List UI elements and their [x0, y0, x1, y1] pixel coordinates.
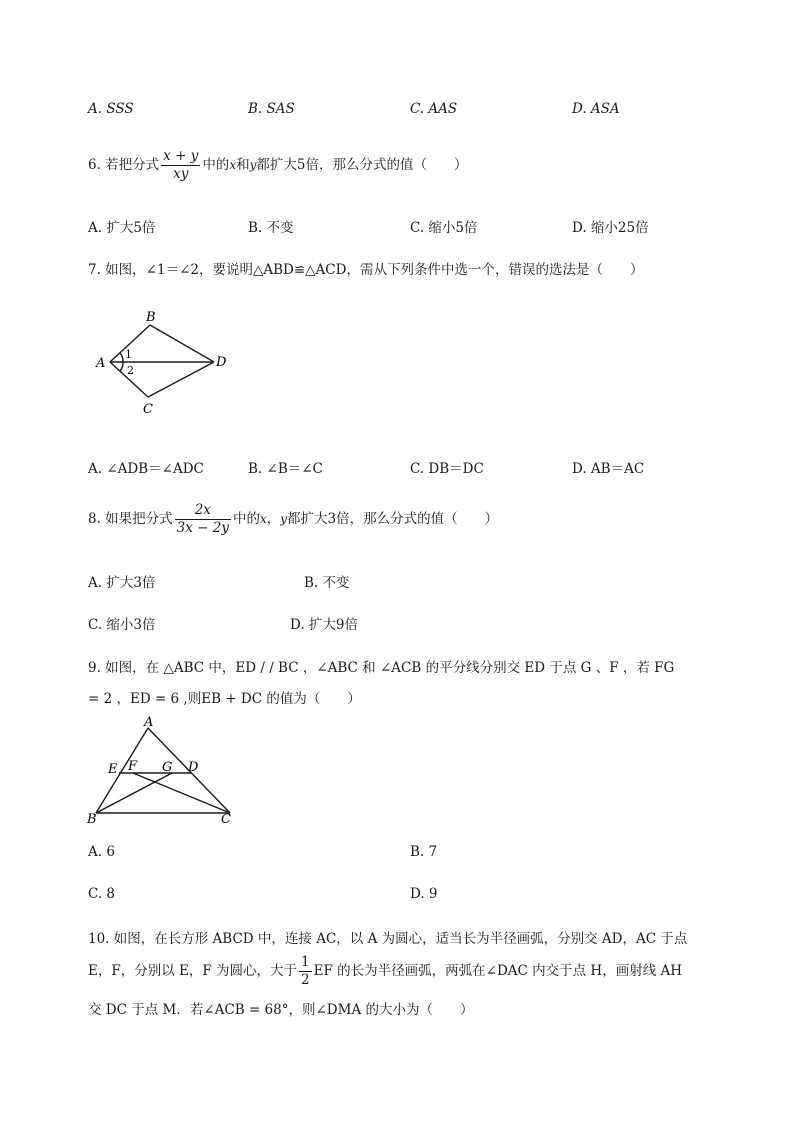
q9-option-a: A. 6 [88, 844, 115, 860]
q7-label-angle-1: 1 [125, 348, 132, 361]
q7-label-d: D [216, 355, 227, 370]
q7-label-b: B [146, 310, 156, 325]
q6-var-y: y [249, 158, 257, 172]
q7-option-d: D. AB＝AC [572, 461, 645, 477]
q8-prefix: 8. 如果把分式 [88, 511, 173, 527]
q7-option-a: A. ∠ADB＝∠ADC [88, 461, 204, 477]
question-9-stem-line-2: = 2 ，ED = 6 ,则EB + DC 的值为（ ） [88, 691, 361, 707]
q9-label-g: G [162, 760, 173, 775]
q6-fraction-denominator: xy [173, 166, 189, 182]
question-7-stem: 7. 如图，∠1＝∠2，要说明△ABD≌△ACD，需从下列条件中选一个，错误的选法是（ ） [88, 262, 644, 278]
q7-label-a: A [96, 356, 106, 371]
q5-option-b: B. SAS [248, 101, 295, 117]
q8-fraction-numerator: 2x [175, 502, 231, 520]
q9-segment-ab [96, 728, 148, 813]
q6-option-b: B. 不变 [248, 220, 294, 236]
q9-option-b: B. 7 [410, 844, 438, 860]
question-6-stem [88, 148, 467, 183]
q6-option-d: D. 缩小25倍 [572, 220, 649, 236]
q7-label-c: C [143, 402, 153, 417]
q10-fraction-denominator: 2 [301, 972, 310, 988]
question-9-stem-line-1: 9. 如图，在 △ABC 中，ED / / BC ，∠ABC 和 ∠ACB 的平分线分别交 ED 于点 G 、F ，若 FG [88, 660, 675, 676]
q8-var-x: x [259, 512, 267, 526]
q8-suffix: 都扩大3倍，那么分式的值（ ） [287, 511, 499, 527]
q6-var-x: x [229, 158, 237, 172]
q6-mid1: 中的 [202, 157, 230, 173]
q7-figure-kite [90, 305, 240, 420]
q8-fraction-denominator: 3x − 2y [176, 520, 229, 536]
q9-option-c: C. 8 [88, 886, 116, 902]
q9-label-b: B [87, 812, 97, 827]
q6-prefix: 6. 若把分式 [88, 157, 160, 173]
question-10-stem-line-1: 10. 如图，在长方形 ABCD 中，连接 AC，以 A 为圆心，适当长为半径画弧，分别交 AD，AC 于点 [88, 931, 688, 947]
q6-mid2: 和 [236, 157, 250, 173]
q5-option-d: D. ASA [572, 101, 620, 117]
q7-segment-bd [150, 325, 214, 362]
q6-fraction [161, 148, 200, 183]
q5-option-a: A. SSS [88, 101, 134, 117]
q9-label-f: F [128, 759, 138, 774]
q6-option-c: C. 缩小5倍 [410, 220, 478, 236]
q9-figure-triangle [84, 716, 244, 828]
q9-label-c: C [221, 812, 231, 827]
q8-option-d: D. 扩大9倍 [290, 617, 359, 633]
q9-label-a: A [144, 716, 154, 730]
q8-option-a: A. 扩大3倍 [88, 575, 156, 591]
q8-option-b: B. 不变 [304, 575, 350, 591]
q8-mid2: ， [266, 511, 281, 527]
q9-label-d: D [188, 760, 199, 775]
q7-option-c: C. DB＝DC [410, 461, 484, 477]
q9-option-d: D. 9 [410, 886, 438, 902]
q8-option-c: C. 缩小3倍 [88, 617, 156, 633]
q7-angle-arc-2 [120, 362, 123, 371]
q5-option-c: C. AAS [410, 101, 458, 117]
q8-fraction [175, 502, 231, 537]
q7-option-b: B. ∠B＝∠C [248, 461, 323, 477]
question-8-stem [88, 502, 498, 537]
q10-line2-prefix: E，F，分别以 E，F 为圆心，大于 [88, 963, 298, 979]
q9-bisector-c [133, 773, 230, 813]
q10-line2-suffix: EF 的长为半径画弧，两弧在∠DAC 内交于点 H，画射线 AH [313, 963, 683, 979]
q10-fraction-half [299, 954, 312, 989]
q7-label-angle-2: 2 [127, 364, 134, 377]
q8-mid1: 中的 [232, 511, 260, 527]
question-10-stem-line-2 [88, 954, 682, 989]
q7-angle-arc-1 [120, 353, 123, 362]
q7-segment-cd [148, 362, 214, 397]
q9-label-e: E [108, 762, 118, 777]
question-10-stem-line-3: 交 DC 于点 M．若∠ACB = 68°，则∠DMA 的大小为（ ） [88, 1002, 474, 1018]
q6-suffix: 都扩大5倍，那么分式的值（ ） [256, 157, 468, 173]
q6-fraction-numerator: x + y [163, 148, 199, 164]
q10-fraction-numerator: 1 [301, 954, 310, 970]
q6-option-a: A. 扩大5倍 [88, 220, 156, 236]
q9-bisector-b [96, 773, 172, 813]
q8-var-y: y [280, 512, 288, 526]
